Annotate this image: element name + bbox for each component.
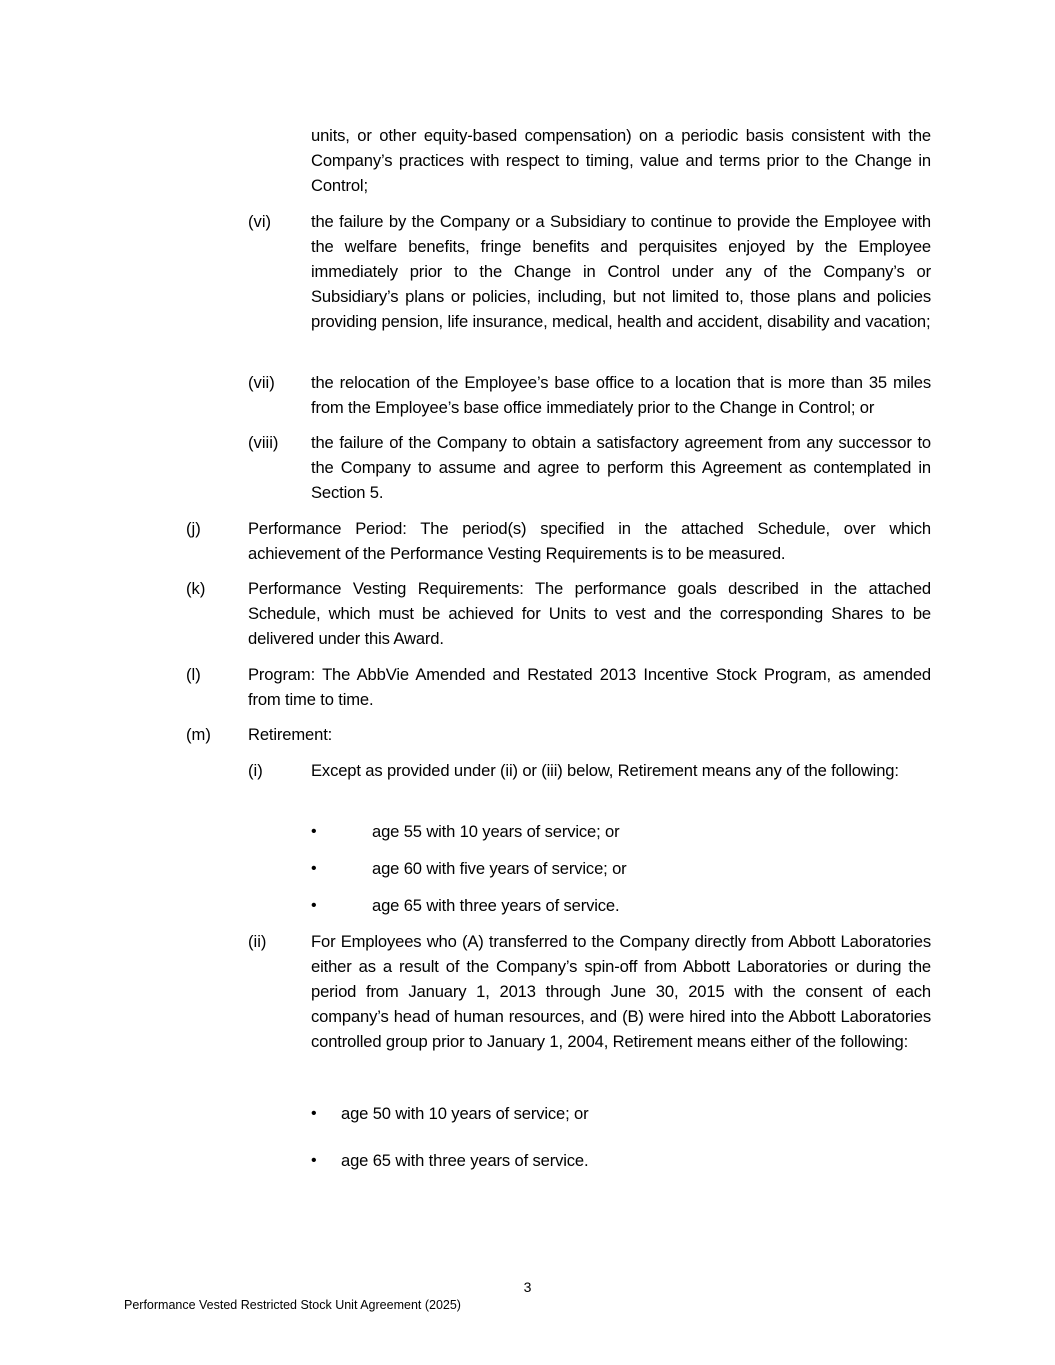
bullet-icon: • xyxy=(311,897,317,914)
continuation-paragraph: units, or other equity-based compensation) on a periodic basis consistent with the Company’s practices with respect to timing, value and terms prior to the Change in Control; xyxy=(311,126,931,195)
retirement-label-ii: (ii) xyxy=(248,932,267,951)
footer-text: Performance Vested Restricted Stock Unit Agreement (2025) xyxy=(124,1298,461,1312)
item-text-vii: the relocation of the Employee’s base office to a location that is more than 35 miles from the Employee’s base office immediately prior to the Change in Control; or xyxy=(311,373,931,417)
retirement-text-ii: For Employees who (A) transferred to the Company directly from Abbott Laboratories either as a result of the Company’s spin-off from Abbott Laboratories or during the period from January 1, 2013 through June 30, 2015 with the consent of each company’s head of human resources, and (B) were hired into the Abbott Laboratories controlled group prior to January 1, 2004, Retirement means either of the following: xyxy=(311,932,931,1051)
bullet-icon: • xyxy=(311,1152,317,1169)
item-text-vi: the failure by the Company or a Subsidiary to continue to provide the Employee with the welfare benefits, fringe benefits and perquisites enjoyed by the Employee immediately prior to the Change in Control under any of the Company’s or Subsidiary’s plans or policies, including, but not limited to, those plans and policies providing pension, life insurance, medical, health and accident, disability and vacation; xyxy=(311,212,931,331)
retirement-i-bullet-2: age 60 with five years of service; or xyxy=(372,859,627,878)
item-text-l: Program: The AbbVie Amended and Restated 2013 Incentive Stock Program, as amended from time to time. xyxy=(248,665,931,709)
item-label-viii: (viii) xyxy=(248,433,279,452)
item-label-vii: (vii) xyxy=(248,373,275,392)
item-label-m: (m) xyxy=(186,725,211,744)
page-number: 3 xyxy=(523,1279,532,1295)
retirement-ii-bullet-2: age 65 with three years of service. xyxy=(341,1151,589,1170)
item-text-viii: the failure of the Company to obtain a satisfactory agreement from any successor to the Company to assume and agree to perform this Agreement as contemplated in Section 5. xyxy=(311,433,931,502)
item-text-k: Performance Vesting Requirements: The performance goals described in the attached Schedule, which must be achieved for Units to vest and the corresponding Shares to be delivered under this Award. xyxy=(248,579,931,648)
retirement-i-bullet-3: age 65 with three years of service. xyxy=(372,896,620,915)
item-text-j: Performance Period: The period(s) specified in the attached Schedule, over which achievement of the Performance Vesting Requirements is to be measured. xyxy=(248,519,931,563)
bullet-icon: • xyxy=(311,860,317,877)
item-label-l: (l) xyxy=(186,665,201,684)
item-label-k: (k) xyxy=(186,579,206,598)
retirement-ii-bullet-1: age 50 with 10 years of service; or xyxy=(341,1104,589,1123)
retirement-label-i: (i) xyxy=(248,761,263,780)
item-text-m: Retirement: xyxy=(248,725,333,744)
item-label-vi: (vi) xyxy=(248,212,272,231)
bullet-icon: • xyxy=(311,1105,317,1122)
retirement-i-bullet-1: age 55 with 10 years of service; or xyxy=(372,822,620,841)
item-label-j: (j) xyxy=(186,519,201,538)
bullet-icon: • xyxy=(311,823,317,840)
retirement-text-i: Except as provided under (ii) or (iii) below, Retirement means any of the following: xyxy=(311,761,899,780)
